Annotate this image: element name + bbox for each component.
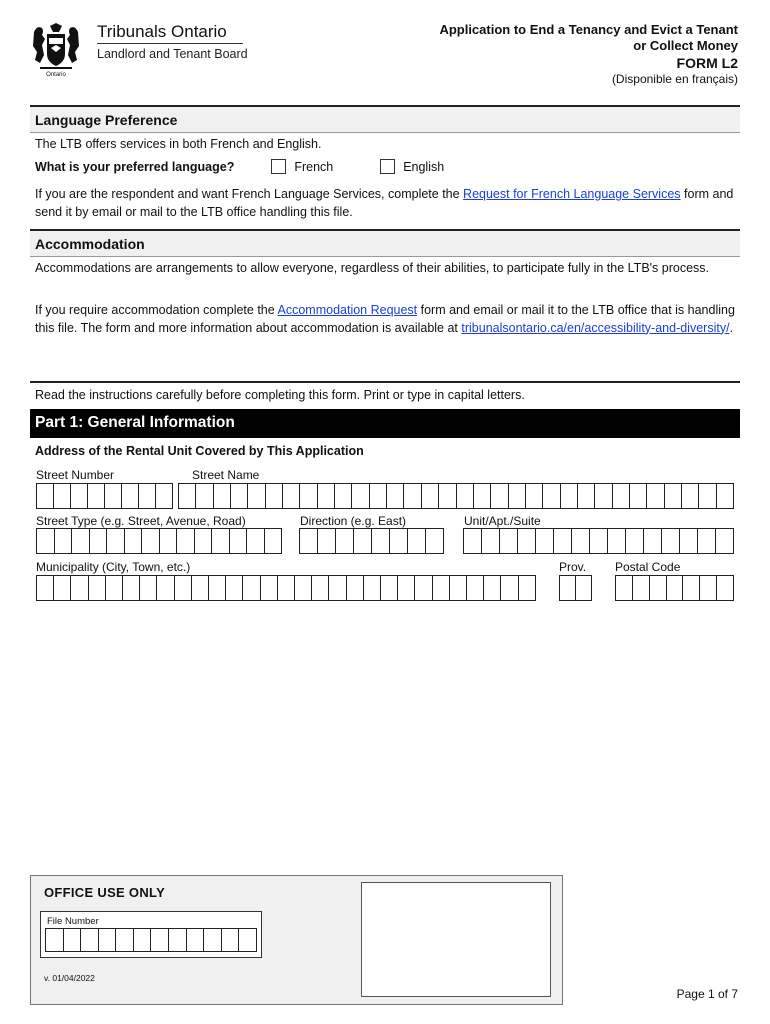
character-box[interactable] [560, 576, 576, 600]
direction-input[interactable] [299, 528, 444, 554]
character-box[interactable] [644, 529, 662, 553]
language-question: What is your preferred language? [35, 160, 235, 174]
character-box[interactable] [192, 576, 209, 600]
character-box[interactable] [500, 529, 518, 553]
character-box[interactable] [157, 576, 174, 600]
street-number-label: Street Number [36, 468, 115, 482]
character-box[interactable] [667, 576, 684, 600]
language-question-row [35, 159, 735, 177]
character-box[interactable] [71, 484, 88, 508]
accommodation-request-link[interactable]: Accommodation Request [277, 303, 418, 317]
character-box[interactable] [381, 576, 398, 600]
character-box[interactable] [169, 929, 187, 951]
character-box[interactable] [318, 529, 336, 553]
character-box[interactable] [195, 529, 213, 553]
character-box[interactable] [261, 576, 278, 600]
form-title-line1: Application to End a Tenancy and Evict a Tenant [439, 22, 738, 37]
character-box[interactable] [54, 576, 71, 600]
character-box[interactable] [467, 576, 484, 600]
character-box[interactable] [37, 529, 55, 553]
character-box[interactable] [140, 576, 157, 600]
character-box[interactable] [99, 929, 117, 951]
character-box[interactable] [491, 484, 508, 508]
character-box[interactable] [683, 576, 700, 600]
character-box[interactable] [231, 484, 248, 508]
character-box[interactable] [408, 529, 426, 553]
file-number-box [40, 911, 262, 958]
character-box[interactable] [518, 529, 536, 553]
character-box[interactable] [107, 529, 125, 553]
accommodation-section-heading: Accommodation [30, 229, 740, 257]
office-stamp-area [361, 882, 551, 997]
character-box[interactable] [699, 484, 716, 508]
character-box[interactable] [55, 529, 73, 553]
character-box[interactable] [616, 576, 633, 600]
character-box[interactable] [608, 529, 626, 553]
character-box[interactable] [370, 484, 387, 508]
character-box[interactable] [426, 529, 443, 553]
character-box[interactable] [354, 529, 372, 553]
character-box[interactable] [179, 484, 196, 508]
french-services-text-end: form and send it by email or mail to the LTB office handling this file. [35, 187, 734, 219]
part1-heading: Part 1: General Information [30, 409, 740, 438]
accommodation-paragraph [35, 302, 735, 337]
file-number-input[interactable] [45, 928, 257, 952]
character-box[interactable] [71, 576, 88, 600]
municipality-input[interactable] [36, 575, 536, 601]
character-box[interactable] [295, 576, 312, 600]
logo-wordmark: Ontario [46, 72, 66, 78]
office-use-title: OFFICE USE ONLY [44, 885, 166, 900]
character-box[interactable] [595, 484, 612, 508]
character-box[interactable] [578, 484, 595, 508]
character-box[interactable] [243, 576, 260, 600]
character-box[interactable] [662, 529, 680, 553]
language-intro: The LTB offers services in both French and English. [35, 137, 322, 151]
character-box[interactable] [204, 929, 222, 951]
unit-input[interactable] [463, 528, 734, 554]
province-label: Prov. [559, 560, 587, 574]
character-box[interactable] [665, 484, 682, 508]
character-box[interactable] [398, 576, 415, 600]
character-box[interactable] [214, 484, 231, 508]
character-box[interactable] [590, 529, 608, 553]
character-box[interactable] [266, 484, 283, 508]
character-box[interactable] [700, 576, 717, 600]
accommodation-text: If you require accommodation complete the [35, 303, 278, 317]
accessibility-url-link[interactable]: tribunalsontario.ca/en/accessibility-and-diversity/ [461, 320, 730, 335]
character-box[interactable] [543, 484, 560, 508]
street-name-label: Street Name [192, 468, 260, 482]
character-box[interactable] [633, 576, 650, 600]
character-box[interactable] [404, 484, 421, 508]
french-services-link[interactable]: Request for French Language Services [463, 187, 681, 201]
character-box[interactable] [105, 484, 122, 508]
character-box[interactable] [278, 576, 295, 600]
character-box[interactable] [222, 929, 240, 951]
character-box[interactable] [572, 529, 590, 553]
character-box[interactable] [482, 529, 500, 553]
character-box[interactable] [335, 484, 352, 508]
character-box[interactable] [283, 484, 300, 508]
character-box[interactable] [364, 576, 381, 600]
direction-label: Direction (e.g. East) [300, 514, 407, 528]
file-number-label: File Number [47, 916, 99, 927]
ontario-coat-of-arms-logo [30, 22, 82, 78]
character-box[interactable] [160, 529, 178, 553]
character-box[interactable] [72, 529, 90, 553]
character-box[interactable] [54, 484, 71, 508]
character-box[interactable] [698, 529, 716, 553]
accommodation-text-mid: form and email or mail it to the LTB office that is handling this file. The form and more information about accommodation is available at [35, 303, 735, 335]
french-availability-note: (Disponible en français) [611, 72, 738, 86]
unit-label: Unit/Apt./Suite [464, 514, 541, 528]
org-name: Tribunals Ontario [97, 22, 227, 41]
instructions-text: Read the instructions carefully before completing this form. Print or type in capital letters. [35, 388, 525, 402]
french-checkbox[interactable] [271, 159, 286, 174]
character-box[interactable] [81, 929, 99, 951]
character-box[interactable] [576, 576, 591, 600]
form-header [439, 22, 738, 87]
character-box[interactable] [484, 576, 501, 600]
character-box[interactable] [347, 576, 364, 600]
character-box[interactable] [123, 576, 140, 600]
character-box[interactable] [248, 484, 265, 508]
character-box[interactable] [196, 484, 213, 508]
street-type-label: Street Type (e.g. Street, Avenue, Road) [36, 514, 246, 528]
character-box[interactable] [116, 929, 134, 951]
character-box[interactable] [716, 529, 733, 553]
character-box[interactable] [90, 529, 108, 553]
instructions-rule [30, 381, 740, 383]
character-box[interactable] [422, 484, 439, 508]
character-box[interactable] [226, 576, 243, 600]
character-box[interactable] [312, 576, 329, 600]
character-box[interactable] [151, 929, 169, 951]
character-box[interactable] [464, 529, 482, 553]
postal-code-input[interactable] [615, 575, 734, 601]
municipality-label: Municipality (City, Town, etc.) [36, 560, 191, 574]
character-box[interactable] [89, 576, 106, 600]
character-box[interactable] [439, 484, 456, 508]
character-box[interactable] [37, 484, 54, 508]
character-box[interactable] [209, 576, 226, 600]
character-box[interactable] [561, 484, 578, 508]
character-box[interactable] [336, 529, 354, 553]
character-box[interactable] [474, 484, 491, 508]
character-box[interactable] [647, 484, 664, 508]
street-type-input[interactable] [36, 528, 282, 554]
street-number-input[interactable] [36, 483, 173, 509]
character-box[interactable] [300, 529, 318, 553]
character-box[interactable] [450, 576, 467, 600]
character-box[interactable] [139, 484, 156, 508]
character-box[interactable] [230, 529, 248, 553]
english-option-label: English [403, 160, 445, 174]
character-box[interactable] [134, 929, 152, 951]
org-divider [97, 43, 243, 44]
postal-code-label: Postal Code [615, 560, 681, 574]
character-box[interactable] [457, 484, 474, 508]
character-box[interactable] [390, 529, 408, 553]
form-version: v. 01/04/2022 [44, 973, 95, 983]
character-box[interactable] [265, 529, 282, 553]
character-box[interactable] [247, 529, 265, 553]
character-box[interactable] [125, 529, 143, 553]
character-box[interactable] [175, 576, 192, 600]
character-box[interactable] [372, 529, 390, 553]
character-box[interactable] [626, 529, 644, 553]
character-box[interactable] [387, 484, 404, 508]
french-services-text: If you are the respondent and want French Language Services, complete the [35, 187, 464, 201]
character-box[interactable] [239, 929, 256, 951]
character-box[interactable] [106, 576, 123, 600]
character-box[interactable] [88, 484, 105, 508]
character-box[interactable] [630, 484, 647, 508]
english-checkbox[interactable] [380, 159, 395, 174]
street-name-input[interactable] [178, 483, 734, 509]
language-section-heading: Language Preference [30, 105, 740, 133]
character-box[interactable] [717, 576, 733, 600]
character-box[interactable] [300, 484, 317, 508]
character-box[interactable] [415, 576, 432, 600]
character-box[interactable] [318, 484, 335, 508]
character-box[interactable] [536, 529, 554, 553]
office-use-panel [30, 875, 563, 1005]
page-number: Page 1 of 7 [676, 987, 738, 1001]
org-subtitle: Landlord and Tenant Board [97, 47, 248, 61]
character-box[interactable] [613, 484, 630, 508]
character-box[interactable] [717, 484, 733, 508]
character-box[interactable] [122, 484, 139, 508]
character-box[interactable] [519, 576, 535, 600]
character-box[interactable] [46, 929, 64, 951]
character-box[interactable] [156, 484, 172, 508]
character-box[interactable] [650, 576, 667, 600]
province-input[interactable] [559, 575, 592, 601]
form-title-line2: or Collect Money [633, 38, 738, 53]
character-box[interactable] [352, 484, 369, 508]
rental-unit-address-heading: Address of the Rental Unit Covered by This Application [35, 444, 364, 458]
character-box[interactable] [680, 529, 698, 553]
form-code: FORM L2 [676, 55, 738, 71]
character-box[interactable] [187, 929, 205, 951]
accommodation-intro: Accommodations are arrangements to allow everyone, regardless of their abilities, to participate fully in the LTB's process. [35, 261, 710, 275]
character-box[interactable] [177, 529, 195, 553]
character-box[interactable] [501, 576, 518, 600]
character-box[interactable] [682, 484, 699, 508]
character-box[interactable] [329, 576, 346, 600]
character-box[interactable] [433, 576, 450, 600]
character-box[interactable] [142, 529, 160, 553]
character-box[interactable] [64, 929, 82, 951]
character-box[interactable] [509, 484, 526, 508]
character-box[interactable] [37, 576, 54, 600]
french-services-paragraph [35, 186, 735, 221]
character-box[interactable] [212, 529, 230, 553]
french-option-label: French [294, 160, 334, 174]
accommodation-text-end: . [729, 320, 734, 335]
character-box[interactable] [554, 529, 572, 553]
character-box[interactable] [526, 484, 543, 508]
